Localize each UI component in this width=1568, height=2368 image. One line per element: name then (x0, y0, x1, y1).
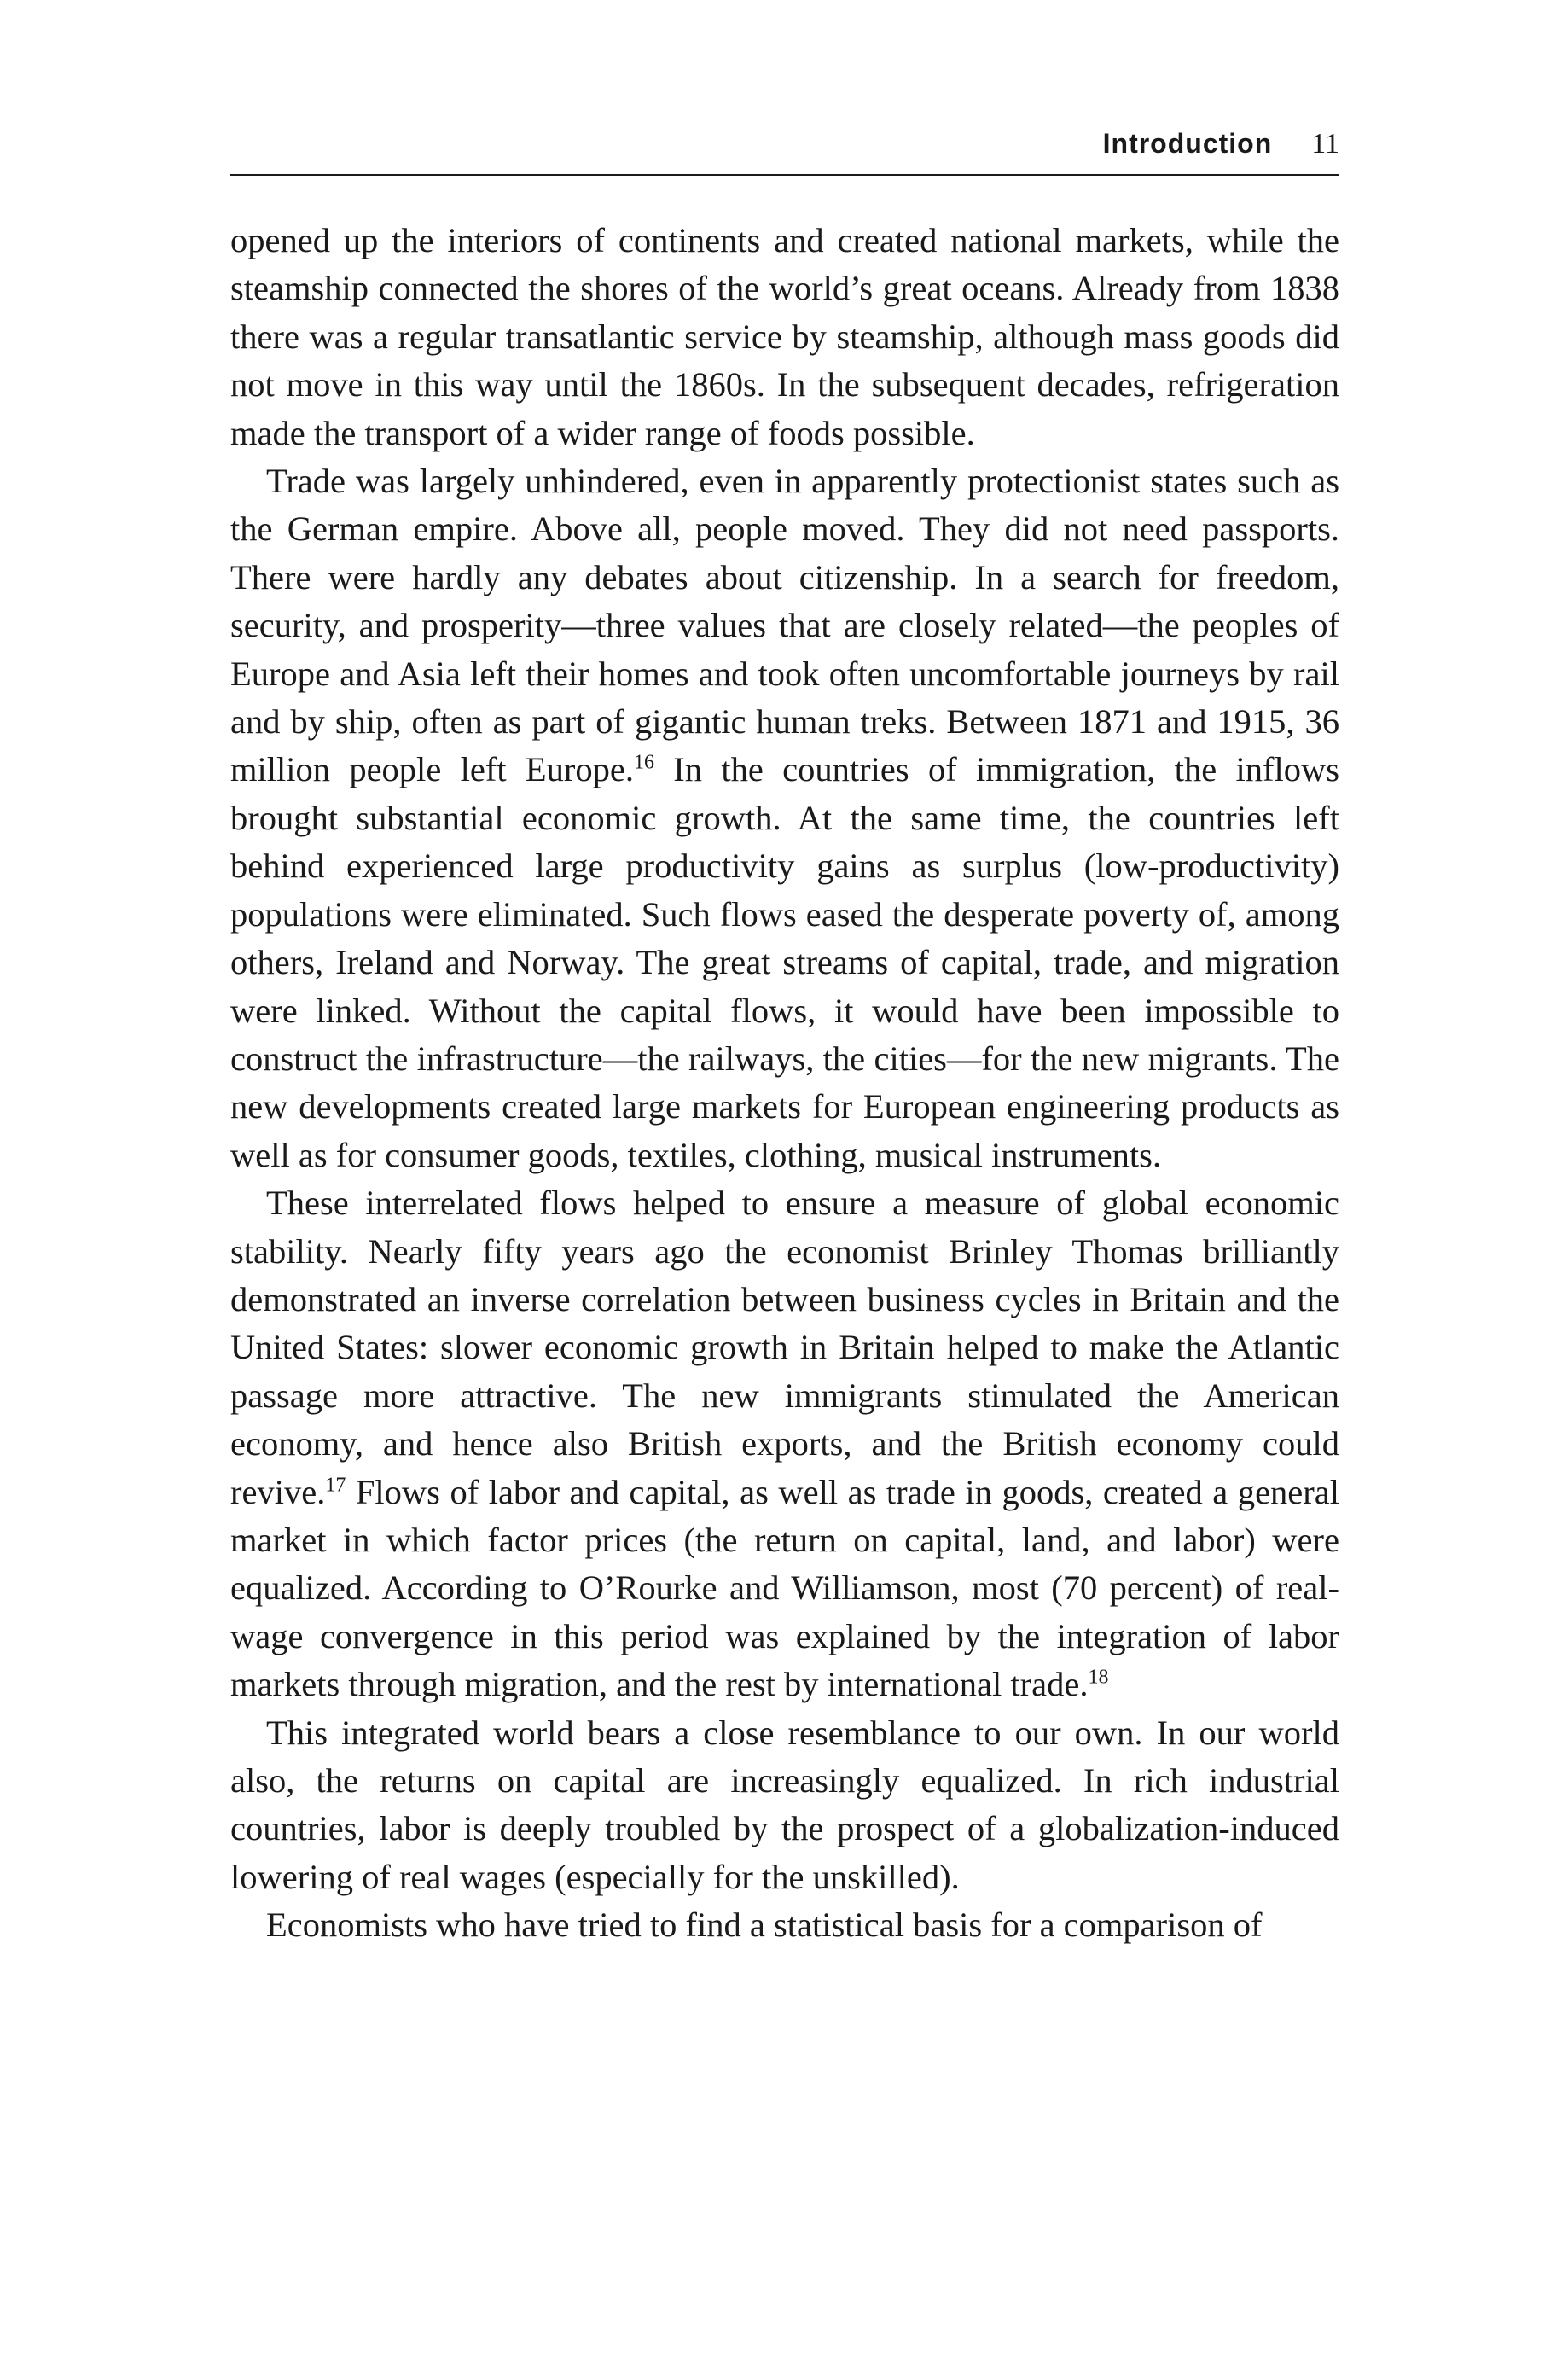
running-head (230, 128, 1339, 176)
footnote-ref-17: 17 (325, 1474, 346, 1497)
paragraph-4-text: This integrated world bears a close resemblance to our own. In our world also, the returns on capital are increasingly equalized. In rich industrial countries, labor is deeply troubled by the prospect of a globalization-induced lowering of real wages (especially for the unskilled). (230, 1713, 1339, 1896)
paragraph-2-text-a: Trade was largely unhindered, even in apparently protectionist states such as the German empire. Above all, people moved. They did not need passports. There were hardly any debates about citizenship. In a search for freedom, security, and prosperity—three values that are closely related—the peoples of Europe and Asia left their homes and took often uncomfortable journeys by rail and by ship, often as part of gigantic human treks. Between 1871 and 1915, 36 million people left Europe. (230, 462, 1339, 789)
running-head-title: Introduction (1102, 128, 1273, 159)
paragraph-3-text-b: Flows of labor and capital, as well as trade in goods, created a general market in which factor prices (the return on capital, land, and labor) were equalized. According to O’Rourke and Williamson, most (70 percent) of real-wage convergence in this period was explained by the integration of labor markets through migration, and the rest by international trade. (230, 1472, 1339, 1704)
footnote-ref-16: 16 (633, 751, 654, 774)
paragraph-5 (230, 1901, 1339, 1949)
paragraph-5-text: Economists who have tried to find a statistical basis for a comparison of (266, 1905, 1263, 1945)
page-number: 11 (1311, 128, 1339, 160)
paragraph-1-text: opened up the interiors of continents and created national markets, while the steamship connected the shores of the world’s great oceans. Already from 1838 there was a regular transatlantic service by steamship, although mass goods did not move in this way until the 1860s. In the subsequent decades, refrigeration made the transport of a wider range of foods possible. (230, 221, 1339, 452)
paragraph-3-text-a: These interrelated flows helped to ensure a measure of global economic stability. Nearly fifty years ago the economist Brinley Thomas brilliantly demonstrated an inverse correlation between business cycles in Britain and the United States: slower economic growth in Britain helped to make the Atlantic passage more attractive. The new immigrants stimulated the American economy, and hence also British exports, and the British economy could revive. (230, 1184, 1339, 1511)
paragraph-2 (230, 457, 1339, 1179)
book-page (230, 128, 1339, 1950)
paragraph-4 (230, 1709, 1339, 1902)
paragraph-2-text-b: In the countries of immigration, the inflows brought substantial economic growth. At the same time, the countries left behind experienced large productivity gains as surplus (low-productivity) populations were eliminated. Such flows eased the desperate poverty of, among others, Ireland and Norway. The great streams of capital, trade, and migration were linked. Without the capital flows, it would have been impossible to construct the infrastructure—the railways, the cities—for the new migrants. The new developments created large markets for European engineering products as well as for consumer goods, textiles, clothing, musical instruments. (230, 750, 1339, 1174)
paragraph-3 (230, 1179, 1339, 1708)
paragraph-1 (230, 217, 1339, 457)
body-text (230, 217, 1339, 1950)
footnote-ref-18: 18 (1088, 1666, 1109, 1689)
